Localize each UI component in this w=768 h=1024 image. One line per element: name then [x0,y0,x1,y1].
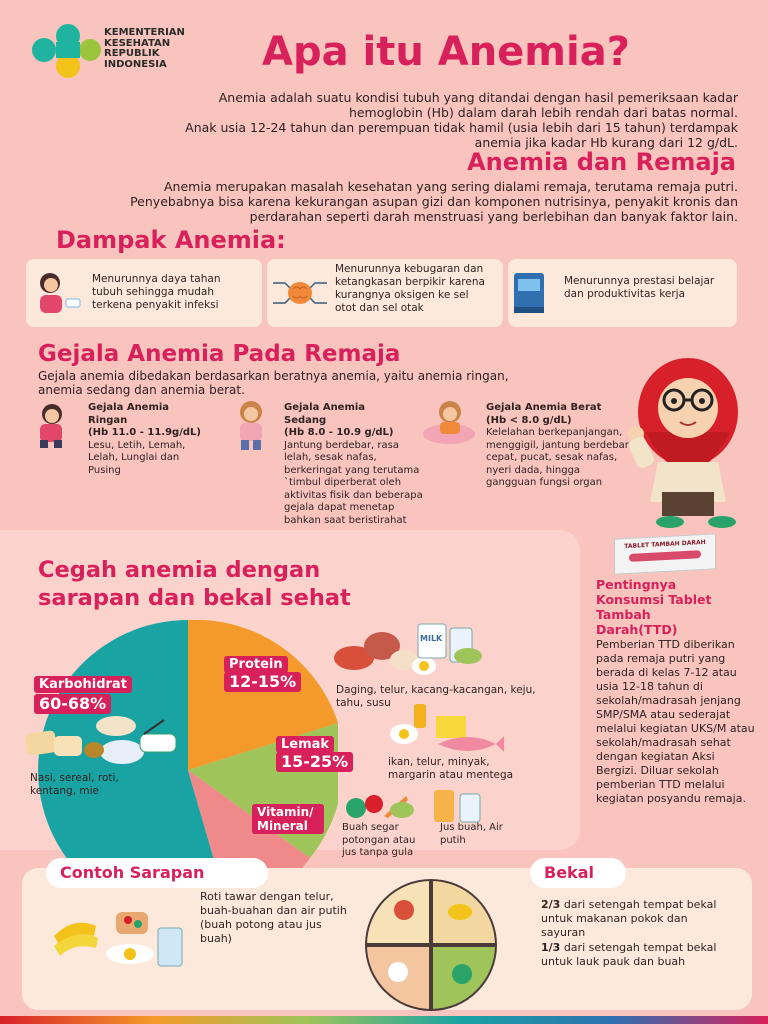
lemak-label: Lemak [276,736,334,753]
cegah-title: Cegah anemia dengan sarapan dan bekal sehat [38,557,351,611]
juice-text: Jus buah, Air putih [440,822,503,846]
bekal-item-2: 1/3 dari setengah tempat bekal untuk lauk pauk dan buah [541,941,717,968]
brain-icon [271,269,329,317]
dampak-text-2: Menurunnya kebugaran dan ketangkasan berpikir karena kurangnya oksigen ke sel otot dan sel otak [335,263,485,314]
girl-mascot-illustration [618,352,758,532]
page-title: Apa itu Anemia? [262,29,630,75]
gejala-ringan: Gejala Anemia Ringan (Hb 11.0 - 11.9g/dL) Lesu, Letih, Lemah, Lelah, Lunglai dan Pusing [88,402,201,476]
lemak-food: ikan, telur, minyak, margarin atau mentega [388,756,514,781]
milk-label: MILK [420,634,443,643]
protein-food-illustration [332,616,492,682]
protein-label: Protein [224,656,288,673]
intro-text: Anemia adalah suatu kondisi tubuh yang ditandai dengan hasil pemeriksaan kadar hemoglobin (Hb) dalam darah lebih rendah dari batas normal. Anak usia 12-24 tahun dan perempuan tidak hamil (usia lebih dari 15 tahun) terdampak anemia jika kadar Hb kurang dari 12 g/dL. [185,90,738,150]
bekal-item-1: 2/3 dari setengah tempat bekal untuk makanan pokok dan sayuran [541,898,717,939]
fruit-illustration [344,786,420,822]
girl-berat-icon [420,396,478,446]
dampak-card-1 [26,259,262,327]
gejala-berat: Gejala Anemia Berat (Hb < 8.0 g/dL) Kelelahan berkepanjangan, menggigil, jantung berdebar cepat, pucat, sesak nafas, nyeri dada, hingga gangguan fungsi organ [486,402,629,488]
fat-food-illustration [388,700,506,754]
carb-food-illustration [24,714,184,770]
ttd-text: Pemberian TTD diberikan pada remaja putri yang berada di kelas 7-12 atau usia 12-18 tahun di sekolah/madrasah jenjang SMP/SMA atau sederajat melalui kegiatan UKS/M atau sekolah/madrasah sehat dengan kegiatan Aksi Bergizi. Diluar sekolah pemberian TTD melalui kegiatan posyandu remaja. [596,638,755,805]
dampak-title: Dampak Anemia: [56,226,286,254]
dampak-card-3 [508,259,737,327]
karbohidrat-value: 60-68% [34,694,111,714]
juice-illustration [432,784,488,824]
breakfast-illustration [50,906,192,970]
vitamin-label: Vitamin/ Mineral [252,804,324,834]
girl-sedang-icon [228,398,274,452]
remaja-text: Anemia merupakan masalah kesehatan yang sering dialami remaja, terutama remaja putri. Penyebabnya bisa karena kekurangan asupan gizi dan komponen nutrisinya, penyakit kronis dan perdarahan seperti darah menstruasi yang berlebihan dan banyak faktor lain. [130,179,738,224]
remaja-title: Anemia dan Remaja [467,148,736,176]
karbohidrat-food: Nasi, sereal, roti, kentang, mie [30,772,119,797]
tablet-box: TABLET TAMBAH DARAH [614,533,716,574]
sarapan-text: Roti tawar dengan telur, buah-buahan dan air putih (buah potong atau jus buah) [200,890,347,945]
girl-ringan-icon [26,400,76,450]
bottom-stripe [0,1016,768,1024]
gejala-intro: Gejala anemia dibedakan berdasarkan beratnya anemia, yaitu anemia ringan, anemia sedang dan anemia berat. [38,369,509,397]
dampak-card-2 [267,259,503,327]
ministry-name: KEMENTERIAN KESEHATAN REPUBLIK INDONESIA [104,27,185,70]
lemak-value: 15-25% [276,752,353,772]
vitamin-food: Buah segar potongan atau jus tanpa gula [342,822,416,858]
sarapan-title: Contoh Sarapan [60,863,205,882]
book-icon [512,271,548,315]
dampak-text-1: Menurunnya daya tahan tubuh sehingga mudah terkena penyakit infeksi [92,273,221,311]
ttd-title: Pentingnya Konsumsi Tablet Tambah Darah(TTD) [596,577,712,637]
sick-girl-icon [32,267,82,317]
kemenkes-logo [30,22,102,82]
bekal-title: Bekal [544,863,594,882]
protein-food: Daging, telur, kacang-kacangan, keju, tahu, susu [336,684,536,709]
gejala-sedang: Gejala Anemia Sedang (Hb 8.0 - 10.9 g/dL) Jantung berdebar, rasa lelah, sesak nafas, berkeringat yang terutama `timbul diperberat oleh aktivitas fisik dan beberapa gejala dapat menetap bahkan saat beristirahat [284,402,423,526]
gejala-title: Gejala Anemia Pada Remaja [38,341,401,367]
dampak-text-3: Menurunnya prestasi belajar dan produktivitas kerja [564,275,715,300]
protein-value: 12-15% [224,672,301,692]
karbohidrat-label: Karbohidrat [34,676,132,693]
lunchbox-illustration [362,876,500,1014]
